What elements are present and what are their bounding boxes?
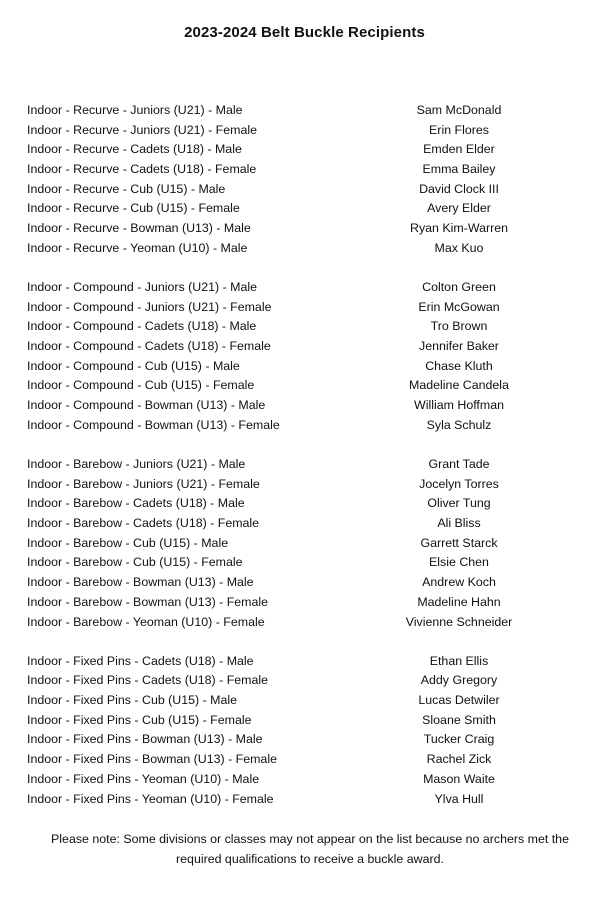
- recipient-name: Rachel Zick: [426, 752, 492, 767]
- recipient-name: Oliver Tung: [427, 496, 491, 511]
- division-label: Indoor - Recurve - Bowman (U13) - Male: [27, 221, 251, 236]
- division-label: Indoor - Compound - Cadets (U18) - Female: [27, 339, 271, 354]
- table-row: [27, 298, 597, 318]
- table-row: [27, 455, 597, 475]
- page-title: 2023-2024 Belt Buckle Recipients: [184, 24, 425, 41]
- recipient-name: Emden Elder: [423, 142, 495, 157]
- table-row: [27, 790, 597, 810]
- recipient-name: Andrew Koch: [422, 575, 496, 590]
- table-row: [27, 730, 597, 750]
- division-label: Indoor - Compound - Juniors (U21) - Male: [27, 280, 258, 294]
- table-row: [27, 671, 597, 691]
- division-label: Indoor - Fixed Pins - Yeoman (U10) - Male: [27, 771, 260, 786]
- division-label: Indoor - Fixed Pins - Bowman (U13) - Female: [27, 752, 277, 767]
- table-row: [27, 121, 597, 141]
- division-label: Indoor - Recurve - Cadets (U18) - Male: [27, 142, 242, 157]
- table-row: [27, 160, 597, 180]
- division-label: Indoor - Compound - Cub (U15) - Female: [27, 378, 255, 393]
- division-label: Indoor - Recurve - Juniors (U21) - Female: [27, 122, 257, 137]
- recipient-name: Avery Elder: [427, 201, 491, 216]
- division-label: Indoor - Recurve - Yeoman (U10) - Male: [27, 240, 248, 255]
- recipient-name: Erin McGowan: [418, 299, 500, 314]
- recipient-name: Erin Flores: [429, 122, 489, 137]
- table-row: [27, 101, 597, 121]
- recipient-name: Ylva Hull: [434, 791, 484, 806]
- table-row: [27, 219, 597, 239]
- group-barebow: [27, 455, 597, 632]
- table-row: [27, 199, 597, 219]
- table-row: [27, 652, 597, 672]
- division-label: Indoor - Compound - Cadets (U18) - Male: [27, 319, 257, 334]
- table-row: [27, 376, 597, 396]
- table-row: [27, 357, 597, 377]
- group-recurve: [27, 101, 597, 259]
- division-label: Indoor - Fixed Pins - Cub (U15) - Male: [27, 693, 238, 708]
- recipient-name: Syla Schulz: [426, 417, 492, 432]
- division-label: Indoor - Barebow - Bowman (U13) - Female: [27, 594, 269, 609]
- recipient-name: Vivienne Schneider: [405, 614, 513, 629]
- recipient-name: Emma Bailey: [422, 162, 496, 177]
- table-row: [27, 180, 597, 200]
- division-label: Indoor - Barebow - Juniors (U21) - Male: [27, 457, 246, 471]
- table-row: [27, 239, 597, 259]
- division-label: Indoor - Compound - Cub (U15) - Male: [27, 358, 240, 373]
- division-label: Indoor - Barebow - Cub (U15) - Female: [27, 555, 243, 570]
- table-row: [27, 573, 597, 593]
- recipient-list: [27, 101, 597, 829]
- division-label: Indoor - Recurve - Cub (U15) - Female: [27, 201, 240, 216]
- division-label: Indoor - Compound - Bowman (U13) - Female: [27, 417, 280, 432]
- table-row: [27, 553, 597, 573]
- division-label: Indoor - Fixed Pins - Cadets (U18) - Male: [27, 653, 254, 668]
- division-label: Indoor - Barebow - Bowman (U13) - Male: [27, 575, 254, 590]
- table-row: [27, 750, 597, 770]
- recipient-name: Madeline Candela: [409, 378, 509, 393]
- table-row: [27, 396, 597, 416]
- table-row: [27, 416, 597, 436]
- recipient-name: Lucas Detwiler: [418, 693, 500, 708]
- division-label: Indoor - Recurve - Juniors (U21) - Male: [27, 103, 243, 117]
- table-row: [27, 534, 597, 554]
- recipient-name: Colton Green: [422, 280, 496, 294]
- recipient-name: Chase Kluth: [425, 358, 493, 373]
- group-fixed-pins: [27, 652, 597, 810]
- table-row: [27, 475, 597, 495]
- table-row: [27, 337, 597, 357]
- recipient-name: David Clock III: [419, 181, 499, 196]
- recipient-name: Sloane Smith: [422, 712, 496, 727]
- recipient-name: Elsie Chen: [429, 555, 489, 570]
- table-row: [27, 691, 597, 711]
- table-row: [27, 613, 597, 633]
- table-row: [27, 593, 597, 613]
- division-label: Indoor - Compound - Juniors (U21) - Female: [27, 299, 272, 314]
- table-row: [27, 494, 597, 514]
- recipient-name: Garrett Starck: [420, 535, 498, 550]
- division-label: Indoor - Fixed Pins - Bowman (U13) - Male: [27, 732, 263, 747]
- division-label: Indoor - Fixed Pins - Cadets (U18) - Female: [27, 673, 269, 688]
- recipient-name: Addy Gregory: [420, 673, 498, 688]
- footnote: [30, 829, 590, 869]
- table-row: [27, 770, 597, 790]
- recipient-name: William Hoffman: [414, 398, 504, 413]
- recipient-name: Jocelyn Torres: [419, 476, 499, 491]
- division-label: Indoor - Recurve - Cub (U15) - Male: [27, 181, 226, 196]
- table-row: [27, 711, 597, 731]
- division-label: Indoor - Barebow - Cadets (U18) - Male: [27, 496, 245, 511]
- recipient-name: Sam McDonald: [416, 103, 502, 117]
- division-label: Indoor - Compound - Bowman (U13) - Male: [27, 398, 266, 413]
- division-label: Indoor - Fixed Pins - Yeoman (U10) - Female: [27, 791, 274, 806]
- recipient-name: Madeline Hahn: [417, 594, 501, 609]
- table-row: [27, 140, 597, 160]
- recipient-name: Ryan Kim-Warren: [410, 221, 508, 236]
- table-row: [27, 278, 597, 298]
- division-label: Indoor - Barebow - Yeoman (U10) - Female: [27, 614, 265, 629]
- table-row: [27, 514, 597, 534]
- table-row: [27, 317, 597, 337]
- recipient-name: Jennifer Baker: [419, 339, 499, 354]
- recipient-name: Ali Bliss: [437, 516, 481, 531]
- division-label: Indoor - Recurve - Cadets (U18) - Female: [27, 162, 257, 177]
- footnote-line-1: Please note: Some divisions or classes may not appear on the list because no archers met the: [51, 832, 569, 846]
- recipient-name: Ethan Ellis: [429, 653, 489, 668]
- recipient-name: Tro Brown: [430, 319, 488, 334]
- recipient-name: Grant Tade: [428, 457, 490, 471]
- division-label: Indoor - Fixed Pins - Cub (U15) - Female: [27, 712, 252, 727]
- division-label: Indoor - Barebow - Cadets (U18) - Female: [27, 516, 260, 531]
- division-label: Indoor - Barebow - Juniors (U21) - Female: [27, 476, 260, 491]
- footnote-line-2: required qualifications to receive a buckle award.: [176, 852, 444, 866]
- division-label: Indoor - Barebow - Cub (U15) - Male: [27, 535, 229, 550]
- recipient-name: Max Kuo: [434, 240, 484, 255]
- recipient-name: Mason Waite: [423, 771, 495, 786]
- group-compound: [27, 278, 597, 436]
- recipient-name: Tucker Craig: [423, 732, 495, 747]
